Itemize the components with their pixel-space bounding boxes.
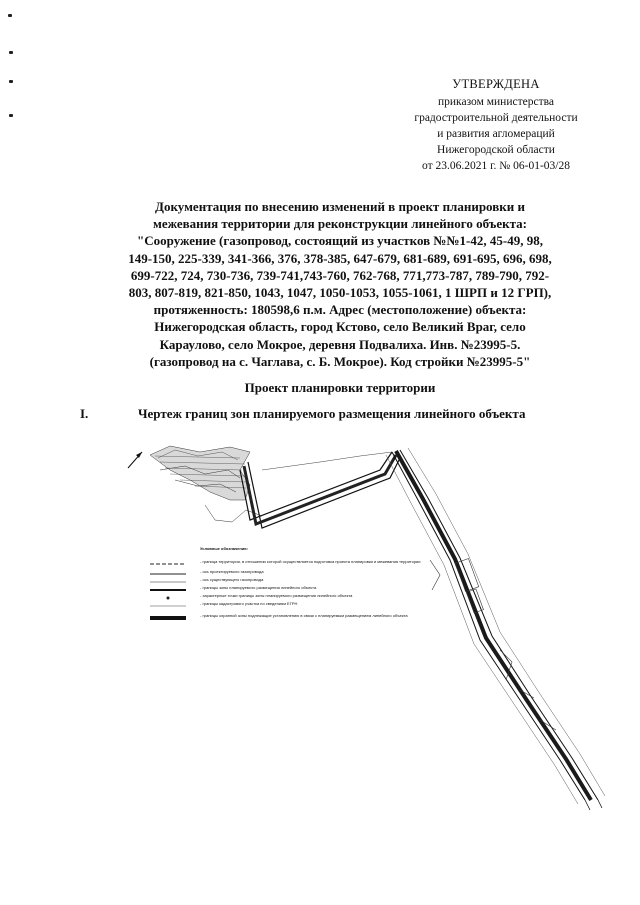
approval-line: градостроительной деятельности xyxy=(414,112,578,124)
title-line: (газопровод на с. Чаглава, с. Б. Мокрое). Код стройки №23995-5" xyxy=(149,353,531,369)
title-line: Нижегородская область, город Кстово, село Великий Враг, село xyxy=(154,319,526,335)
approval-line: Нижегородской области xyxy=(437,144,555,156)
planned-pipe-symbol xyxy=(150,572,186,576)
legend-row xyxy=(150,570,400,578)
approval-heading: УТВЕРЖДЕНА xyxy=(452,77,540,91)
corridor-features xyxy=(430,559,556,730)
title-line: Караулово, село Мокрое, деревня Подвалиха. Инв. №23995-5. xyxy=(159,336,521,352)
pipeline-corridor-main xyxy=(386,448,605,804)
existing-pipe-symbol xyxy=(150,580,186,584)
point-symbol xyxy=(150,596,186,600)
map-legend xyxy=(150,546,421,646)
legend-row xyxy=(150,602,400,610)
approval-line: и развития агломераций xyxy=(437,128,555,140)
cadastral-symbol xyxy=(150,604,186,608)
approval-date-number: от 23.06.2021 г. № 06-01-03/28 xyxy=(422,160,570,172)
legend-row xyxy=(150,613,408,622)
title-line: 803, 807-819, 821-850, 1043, 1047, 1050-1053, 1055-1061, 1 ШРП и 12 ГРП), xyxy=(128,285,552,301)
section-number: I. xyxy=(80,406,89,421)
title-line: "Сооружение (газопровод, состоящий из участков №№1-42, 45-49, 98, xyxy=(137,233,543,249)
approval-line: приказом министерства xyxy=(438,96,554,108)
legend-title: Условные обозначения: xyxy=(200,546,248,551)
section-subtitle: Проект планировки территории xyxy=(244,380,436,395)
north-arrow-icon xyxy=(128,452,142,468)
legend-label: - границы зоны планируемого размещения линейного объекта xyxy=(200,585,317,590)
legend-row xyxy=(150,559,421,568)
legend-label: - характерные точки границы зоны планируемого размещения линейного объекта xyxy=(200,593,353,598)
title-line: 699-722, 724, 730-736, 739-741,743-760, 762-768, 771,773-787, 789-790, 792- xyxy=(130,267,550,283)
legend-label: - ось существующего газопровода xyxy=(200,577,264,582)
dashed-boundary-symbol xyxy=(150,562,186,566)
title-line: Документация по внесению изменений в проект планировки и xyxy=(155,199,525,214)
pipeline-corridor-upper xyxy=(240,452,400,528)
title-line: протяженность: 180598,6 п.м. Адрес (местоположение) объекта: xyxy=(153,302,527,318)
protection-zone-symbol xyxy=(150,616,186,620)
legend-label: - граница территории, в отношении которой осуществляется подготовка проекта планировки и межевания территории xyxy=(200,559,421,564)
section-text: Чертеж границ зон планируемого размещения линейного объекта xyxy=(138,406,526,421)
pipeline-end xyxy=(585,800,602,810)
zone-boundary-symbol xyxy=(150,588,186,592)
legend-label: - границы охранной зоны подлежащие установлению в связи с планируемым размещением линейного объекта xyxy=(200,613,408,618)
title-line: 149-150, 225-339, 341-366, 376, 378-385, 647-679, 681-689, 691-695, 696, 698, xyxy=(128,250,552,266)
title-line: межевания территории для реконструкции линейного объекта: xyxy=(152,216,527,232)
legend-label: - границы кадастрового участка по сведениям ЕГРН xyxy=(200,601,298,606)
legend-label: - ось проектируемого газопровода xyxy=(200,569,264,574)
